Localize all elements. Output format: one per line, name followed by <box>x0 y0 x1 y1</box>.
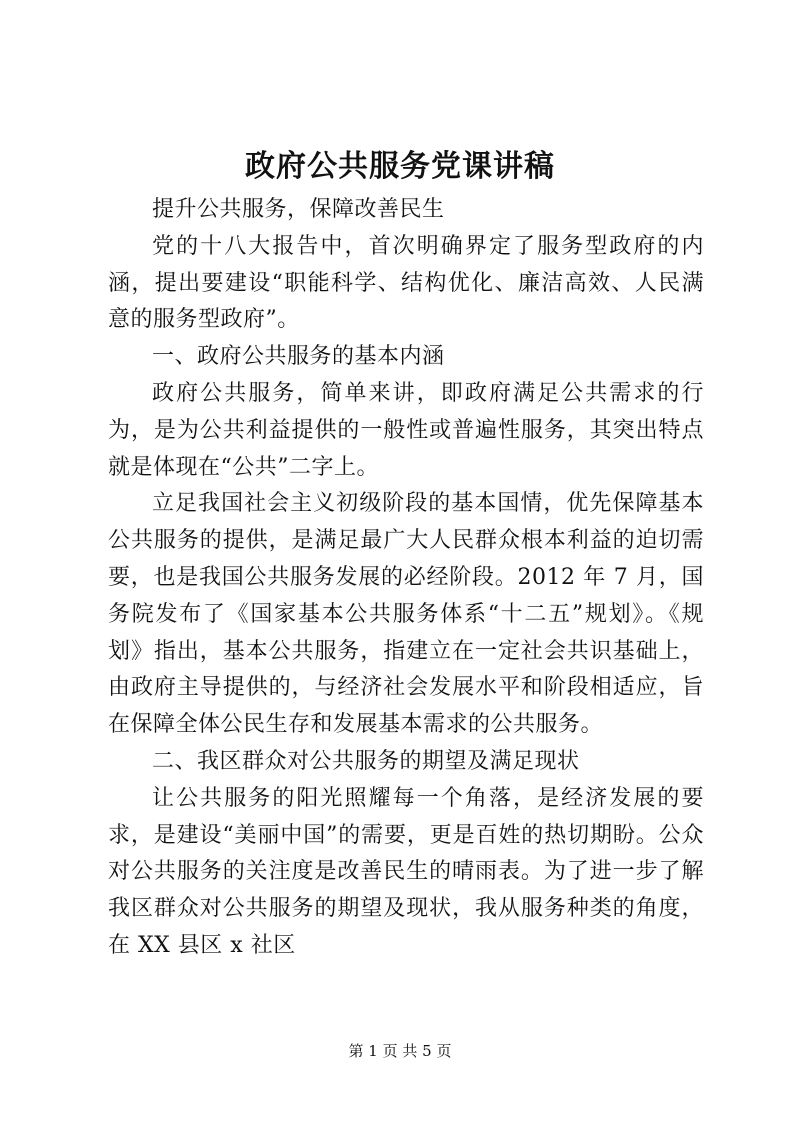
section-heading-2: 二、我区群众对公共服务的期望及满足现状 <box>152 748 580 774</box>
section-heading-1: 一、政府公共服务的基本内涵 <box>152 344 445 370</box>
paragraph-definition: 政府公共服务，简单来讲，即政府满足公共需求的行为，是为公共利益提供的一般性或普遍性服务，其突出特点就是体现在“公共”二字上。 <box>108 380 704 480</box>
document-title: 政府公共服务党课讲稿 <box>245 149 555 184</box>
paragraph-intro: 党的十八大报告中，首次明确界定了服务型政府的内涵，提出要建设“职能科学、结构优化、廉洁高效、人民满意的服务型政府”。 <box>108 233 704 333</box>
paragraph-subtitle: 提升公共服务，保障改善民生 <box>152 197 445 222</box>
paragraph-public-expectations: 让公共服务的阳光照耀每一个角落，是经济发展的要求，是建设“美丽中国”的需要，更是百姓的热切期盼。公众对公共服务的关注度是改善民生的晴雨表。为了进一步了解我区群众对公共服务的期望及现状，我从服务种类的角度，在 XX 县区 x 社区 <box>108 785 704 958</box>
page-footer: 第 1 页 共 5 页 <box>348 1042 452 1060</box>
document-body <box>108 192 704 965</box>
paragraph-national-context: 立足我国社会主义初级阶段的基本国情，优先保障基本公共服务的提供，是满足最广大人民群众根本利益的迫切需要，也是我国公共服务发展的必经阶段。2012 年 7 月，国务院发布了《国家基本公共服务体系“十二五”规划》。《规划》指出，基本公共服务，指建立在一定社会共识基础上，由政府主导提供的，与经济社会发展水平和阶段相适应，旨在保障全体公民生存和发展基本需求的公共服务。 <box>108 491 704 738</box>
